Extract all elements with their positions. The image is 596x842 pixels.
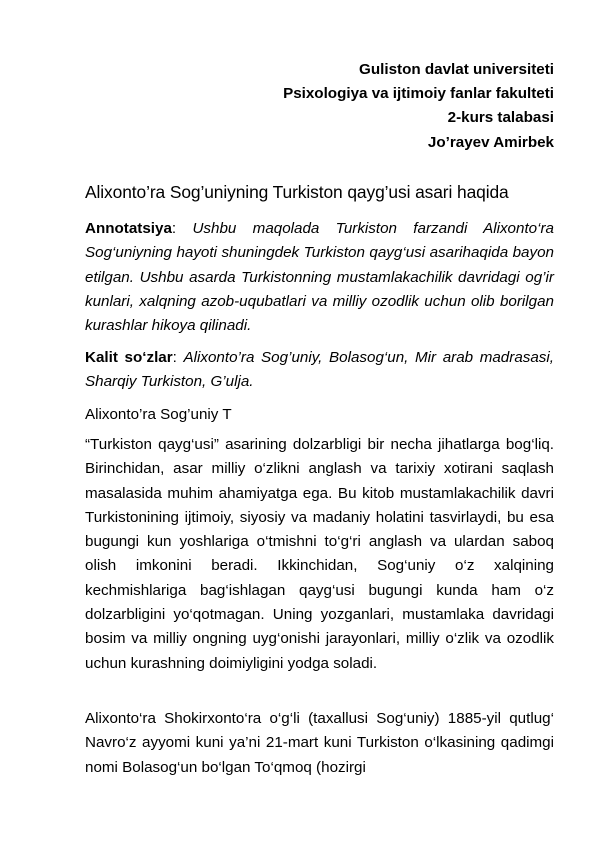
author-name: Jo’rayev Amirbek bbox=[427, 133, 554, 151]
annotation-paragraph bbox=[85, 217, 554, 338]
author-header bbox=[80, 58, 554, 155]
annotation-separator: : bbox=[171, 220, 177, 237]
annotation-label: Annotatsiya bbox=[85, 220, 172, 237]
faculty-name: Psixologiya va ijtimoiy fanlar fakulteti bbox=[283, 85, 554, 103]
keywords-separator: : bbox=[172, 349, 177, 366]
body-paragraph: “Turkiston qayg‘usi” asarining dolzarbligi bir necha jihatlarga bog‘liq. Birinchidan, asar milliy o‘zlikni anglash va tarixiy xotirani saqlash masalasida muhim ahamiyatga ega. Bu kitob mustamlakachilik davri Turkistonining ijtimoiy, siyosiy va madaniy holatini tasvirlaydi, bu esa bugungi kun yoshlariga o‘tmishni to‘g‘ri anglash va ulardan saboq olish imkonini beradi. Ikkinchidan, Sog‘uniy o‘z xalqining kechmishlariga bag‘ishlagan qayg‘usi bugungi kunda ham o‘z dolzarbligini yo‘qotmagan. Uning yozganlari, mustamlaka davridagi bosim va milliy ongning uyg‘onishi jarayonlari, milliy o‘zlik va ozodlik uchun kurashning doimiyligini yodga soladi. bbox=[85, 436, 554, 672]
university-name: Guliston davlat universiteti bbox=[359, 61, 554, 78]
body-paragraph: Alixonto‘ra Shokirxonto‘ra o‘g‘li (taxallusi Sog‘uniy) 1885-yil qutlug‘ Navro‘z ayyomi kuni ya’ni 21-mart kuni Turkiston o‘lkasining qadimgi nomi Bolasog‘un bo‘lgan To‘qmoq (hozirgi bbox=[85, 710, 554, 776]
course-label: 2-kurs talabasi bbox=[447, 109, 554, 127]
keywords-text: Alixonto’ra Sog’uniy, Bolasog‘un, Mir arab madrasasi, Sharqiy Turkiston, G’ulja. bbox=[85, 349, 554, 391]
article-title: Alixonto’ra Sog’uniyning Turkiston qayg’usi asari haqida bbox=[85, 182, 509, 202]
keywords-paragraph bbox=[85, 346, 554, 395]
annotation-text: Ushbu maqolada Turkiston farzandi Alixonto‘ra Sog‘uniyning hayoti shuningdek Turkiston qayg‘usi asarihaqida bayon etilgan. Ushbu asarda Turkistonning mustamlakachilik davridagi og’ir kunlari, xalqning azob-uqubatlari va milliy ozodlik uchun olib borilgan kurashlar hikoya qilinadi. bbox=[85, 220, 554, 335]
keywords-label: Kalit so‘zlar bbox=[85, 349, 173, 366]
text-fragment: Alixonto’ra Sog’uniy T bbox=[85, 406, 232, 423]
